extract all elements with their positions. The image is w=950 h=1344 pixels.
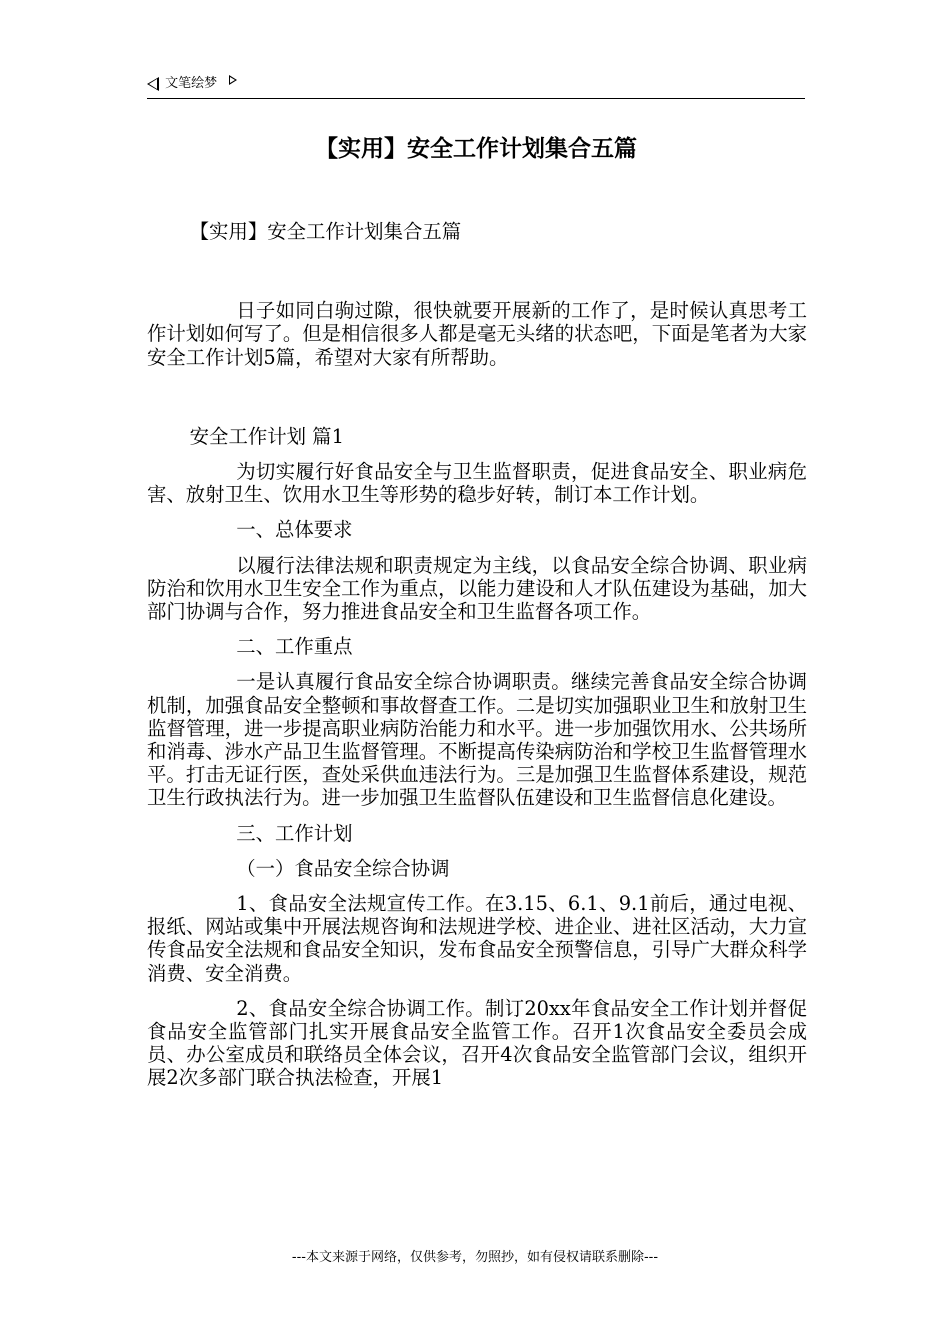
paragraph-3: 一是认真履行食品安全综合协调职责。继续完善食品安全综合协调机制，加强食品安全整顿和事故督查工作。二是切实加强职业卫生和放射卫生监督管理，进一步提高职业病防治能力和水平。进一步加强饮用水、公共场所和消毒、涉水产品卫生监督管理。不断提高传染病防治和学校卫生监督管理水平。打击无证行医，查处采供血违法行为。三是加强卫生监督体系建设，规范卫生行政执法行为。进一步加强卫生监督队伍建设和卫生监督信息化建设。 — [147, 670, 807, 810]
heading-work-focus: 二、工作重点 — [236, 635, 353, 659]
section-title: 安全工作计划 篇1 — [189, 424, 344, 448]
heading-work-plan: 三、工作计划 — [236, 821, 353, 845]
paragraph-1: 为切实履行好食品安全与卫生监督职责，促进食品安全、职业病危害、放射卫生、饮用水卫生等形势的稳步好转，制订本工作计划。 — [147, 460, 807, 507]
document-title: 【实用】安全工作计划集合五篇 — [315, 136, 637, 162]
page-header — [147, 74, 805, 99]
heading-food-safety: （一）食品安全综合协调 — [236, 856, 450, 880]
left-triangle-icon — [147, 77, 159, 91]
document-body — [147, 220, 807, 1090]
header-brand: 文笔绘梦 — [165, 76, 218, 91]
footer-notice: ---本文来源于网络，仅供参考，勿照抄，如有侵权请联系删除--- — [291, 1250, 659, 1265]
heading-general-requirements: 一、总体要求 — [236, 518, 353, 542]
intro-paragraph: 日子如同白驹过隙，很快就要开展新的工作了，是时候认真思考工作计划如何写了。但是相信很多人都是毫无头绪的状态吧，下面是笔者为大家安全工作计划5篇，希望对大家有所帮助。 — [147, 299, 807, 369]
right-triangle-icon — [229, 75, 237, 85]
paragraph-4: 1、食品安全法规宣传工作。在3.15、6.1、9.1前后，通过电视、报纸、网站或集中开展法规咨询和法规进学校、进企业、进社区活动，大力宣传食品安全法规和食品安全知识，发布食品安全预警信息，引导广大群众科学消费、安全消费。 — [147, 892, 807, 985]
paragraph-2: 以履行法律法规和职责规定为主线，以食品安全综合协调、职业病防治和饮用水卫生安全工作为重点，以能力建设和人才队伍建设为基础，加大部门协调与合作，努力推进食品安全和卫生监督各项工作。 — [147, 553, 807, 624]
document-subtitle: 【实用】安全工作计划集合五篇 — [189, 220, 462, 243]
paragraph-5: 2、食品安全综合协调工作。制订20xx年食品安全工作计划并督促食品安全监管部门扎实开展食品安全监管工作。召开1次食品安全委员会成员、办公室成员和联络员全体会议，召开4次食品安全监管部门会议，组织开展2次多部门联合执法检查，开展1 — [147, 996, 807, 1090]
